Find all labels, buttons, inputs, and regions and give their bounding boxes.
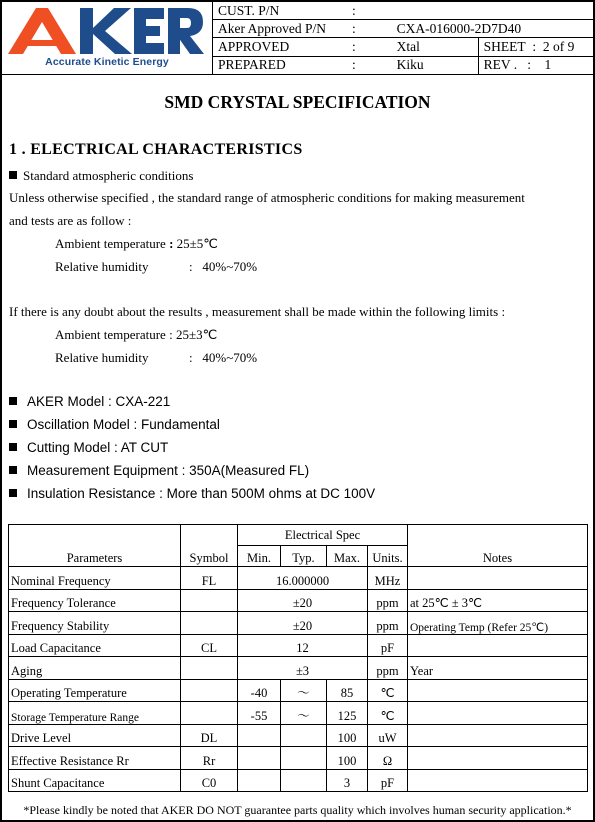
cust-pn-value [392,2,593,20]
bullet-square-icon [9,171,17,179]
prepared-value: Kiku [396,57,424,73]
typ-cell [281,724,327,747]
units-cell: uW [368,724,408,747]
max-cell: 3 [327,769,368,792]
humidity-1 [55,259,257,275]
header-notes: Notes [408,525,588,567]
header-units: Units. [368,546,408,567]
notes-cell [408,679,588,702]
page-title: SMD CRYSTAL SPECIFICATION [164,92,431,112]
paragraph-1-line-2: and tests are as follow : [9,213,132,228]
value-cell: 12 [238,634,368,657]
param-cell: Frequency Stability [9,612,181,635]
header-max: Max. [327,546,368,567]
sheet-value: 2 of 9 [542,39,575,55]
bullet-item [9,440,168,455]
bullet-text: Measurement Equipment : 350A(Measured FL) [27,463,310,478]
notes-cell [408,634,588,657]
value-cell: ±20 [238,612,368,635]
rev-cell [478,56,593,74]
logo-tagline: Accurate Kinetic Energy [45,56,169,68]
aker-logo-mark [6,6,206,56]
typ-cell [281,769,327,792]
approved-pn-label: Aker Approved P/N [213,20,347,38]
approved-pn-colon: : [347,20,392,38]
bullet-item [9,486,375,501]
humidity-1-sep: : [189,259,193,274]
bullet-text: Insulation Resistance : More than 500M ohms at DC 100V [27,486,376,501]
approved-value: Xtal [392,38,479,56]
approved-label: APPROVED [213,38,347,56]
typ-cell [281,747,327,770]
prepared-colon: : [351,57,356,73]
ambient-temp-1-value: 25±5℃ [176,236,218,251]
symbol-cell: CL [181,634,238,657]
param-cell: Drive Level [9,724,181,747]
symbol-cell [181,702,238,725]
rev-colon: : [527,57,532,73]
footer-disclaimer: *Please kindly be noted that AKER DO NOT guarantee parts quality which involves human security application.* [23,803,572,817]
header-electrical-spec: Electrical Spec [238,525,408,546]
prepared-label: PREPARED [213,56,347,74]
param-cell: Nominal Frequency [9,567,181,590]
typ-cell: ～ [281,679,327,702]
aker-logo [2,2,212,74]
paragraph-2: If there is any doubt about the results , measurement shall be made within the following limits : [9,304,506,319]
humidity-1-label: Relative humidity [55,259,149,274]
header-parameters: Parameters [9,525,181,567]
units-cell: pF [368,634,408,657]
bullet-square-icon [9,397,17,405]
param-cell: Frequency Tolerance [9,589,181,612]
humidity-2 [55,350,257,366]
table-row [9,724,588,747]
cust-pn-colon: : [347,2,392,20]
table-row [9,657,588,680]
ambient-temp-2-label: Ambient temperature [55,327,166,342]
sheet-label: SHEET [483,39,526,55]
value-cell: ±3 [238,657,368,680]
ambient-temp-2-sep: : [169,327,173,342]
header-info-table [212,2,593,74]
bullet-item [9,463,309,478]
humidity-2-label: Relative humidity [55,350,149,365]
max-cell: 125 [327,702,368,725]
value-cell: ±20 [238,589,368,612]
min-cell: -55 [238,702,281,725]
table-row [9,769,588,792]
document-header [2,2,593,75]
notes-cell [408,702,588,725]
notes-cell [408,724,588,747]
notes-cell: Year [408,657,588,680]
min-cell: -40 [238,679,281,702]
units-cell: ℃ [368,679,408,702]
units-cell: Ω [368,747,408,770]
param-cell: Load Capacitance [9,634,181,657]
units-cell: pF [368,769,408,792]
ambient-temp-1-label: Ambient temperature [55,236,166,251]
param-cell: Aging [9,657,181,680]
std-conditions-text: Standard atmospheric conditions [23,168,194,183]
notes-cell [408,769,588,792]
ambient-temp-2 [55,327,217,343]
table-row [9,612,588,635]
symbol-cell: DL [181,724,238,747]
approved-colon: : [347,38,392,56]
humidity-2-value: 40%~70% [202,350,258,365]
symbol-cell: Rr [181,747,238,770]
max-cell: 85 [327,679,368,702]
min-cell [238,769,281,792]
table-row [9,634,588,657]
typ-cell: ～ [281,702,327,725]
table-row [9,567,588,590]
units-cell: ℃ [368,702,408,725]
ambient-temp-2-value: 25±3℃ [175,327,218,342]
bullet-square-icon [9,420,17,428]
table-row [9,589,588,612]
bullet-square-icon [9,466,17,474]
sheet-cell [478,38,593,56]
units-cell: MHz [368,567,408,590]
sheet-colon: : [532,39,537,55]
notes-cell: at 25℃ ± 3℃ [408,589,588,612]
ambient-temp-1 [55,236,218,252]
symbol-cell: C0 [181,769,238,792]
section-heading: 1 . ELECTRICAL CHARACTERISTICS [9,141,303,158]
bullet-text: Oscillation Model : Fundamental [27,417,220,432]
approved-pn-value: CXA-016000-2D7D40 [392,20,593,38]
notes-cell: Operating Temp (Refer 25℃) [408,612,588,635]
header-min: Min. [238,546,281,567]
std-conditions [9,168,193,184]
param-cell: Effective Resistance Rr [9,747,181,770]
symbol-cell: FL [181,567,238,590]
value-cell: 16.000000 [238,567,368,590]
bullet-square-icon [9,489,17,497]
max-cell: 100 [327,747,368,770]
min-cell [238,724,281,747]
rev-label: REV . [483,57,518,73]
param-cell: Shunt Capacitance [9,769,181,792]
bullet-text: Cutting Model : AT CUT [27,440,169,455]
param-cell: Operating Temperature [9,679,181,702]
bullet-item [9,394,170,409]
max-cell: 100 [327,724,368,747]
units-cell: ppm [368,612,408,635]
ambient-temp-1-sep: : [169,236,174,251]
symbol-cell [181,657,238,680]
cust-pn-label: CUST. P/N [213,2,347,20]
humidity-1-value: 40%~70% [202,259,258,274]
units-cell: ppm [368,657,408,680]
header-symbol: Symbol [181,525,238,567]
rev-value: 1 [544,57,552,73]
param-cell: Storage Temperature Range [9,702,181,725]
table-row [9,747,588,770]
table-row [9,702,588,725]
units-cell: ppm [368,589,408,612]
symbol-cell [181,679,238,702]
symbol-cell [181,612,238,635]
bullet-text: AKER Model : CXA-221 [27,394,171,409]
notes-cell [408,567,588,590]
header-typ: Typ. [281,546,327,567]
symbol-cell [181,589,238,612]
notes-cell [408,747,588,770]
paragraph-1-line-1: Unless otherwise specified , the standard range of atmospheric conditions for making measurement [9,190,525,205]
bullet-square-icon [9,443,17,451]
bullet-item [9,417,220,432]
table-row [9,679,588,702]
electrical-spec-table [8,524,588,792]
humidity-2-sep: : [189,350,193,365]
min-cell [238,747,281,770]
